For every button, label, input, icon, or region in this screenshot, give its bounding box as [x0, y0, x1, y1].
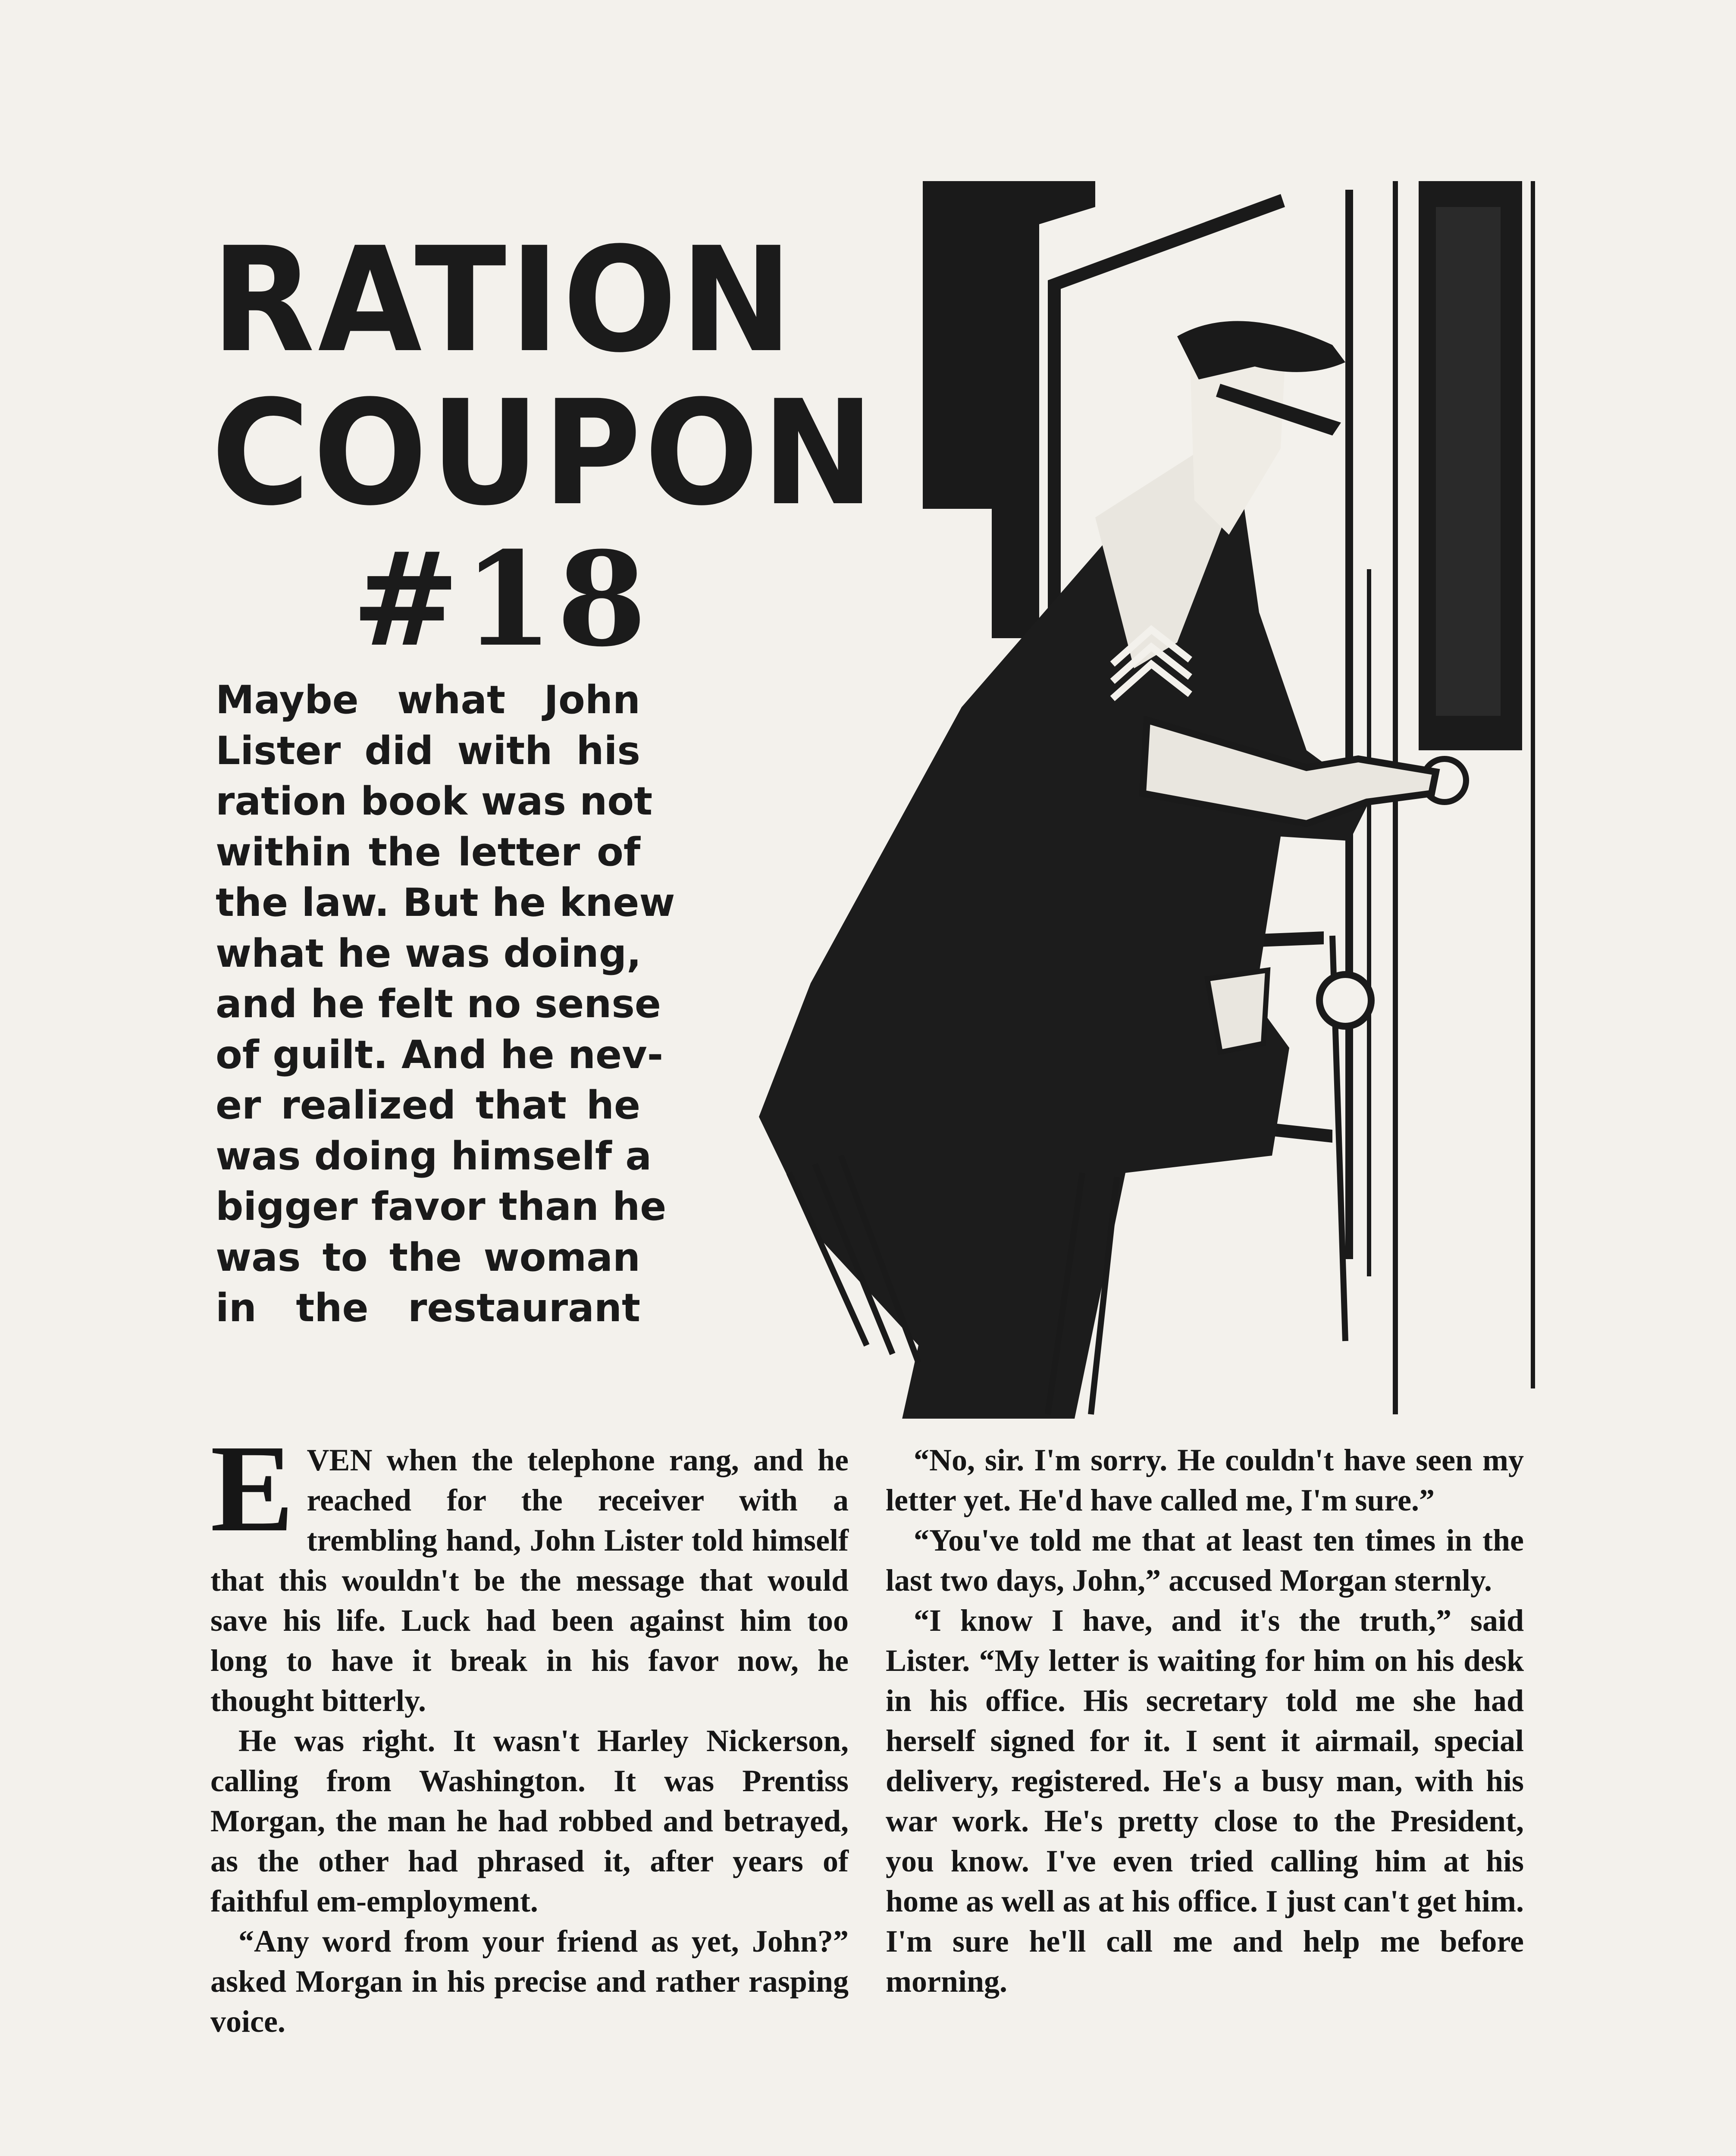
paragraph: “Any word from your friend as yet, John?” asked Morgan in his precise and rather rasping voice. — [210, 1924, 849, 2039]
story-dek — [216, 675, 675, 1334]
dek-line: er realized that he — [216, 1083, 640, 1128]
paragraph: “I know I have, and it's the truth,” said Lister. “My letter is waiting for him on his desk in his office. His secretary told me she had herself signed for it. I sent it airmail, special delivery, registered. He's a busy man, with his war work. He's pretty close to the President, you know. I've even tried calling him at his home as well as at his office. I just can't get him. I'm sure he'll call me and help me before morning. — [886, 1603, 1524, 1999]
paragraph: “No, sir. I'm sorry. He couldn't have seen my letter yet. He'd have called me, I'm sure.” — [886, 1443, 1524, 1517]
dek-line: ration book was not — [216, 779, 653, 824]
dek-line: what he was doing, — [216, 931, 642, 976]
sergeant-at-door-illustration — [660, 181, 1544, 1419]
dek-line: bigger favor than he — [216, 1184, 667, 1229]
paragraph — [210, 1419, 849, 1721]
paragraph-text: VEN when the telephone rang, and he reached for the receiver with a trembling hand, John Lister told himself that this wouldn't be the message that would save his life. Luck had been against him too long to have it break in his favor now, he thought bitterly. — [210, 1443, 849, 1718]
body-column-2 — [886, 1440, 1524, 2002]
dek-line: of guilt. And he nev- — [216, 1032, 664, 1078]
dek-line: and he felt no sense — [216, 981, 661, 1027]
body-column-1 — [210, 1419, 849, 2042]
paragraph: He was right. It wasn't Harley Nickerson, calling from Washington. It was Prentiss Morgan, the man he had robbed and betrayed, as the other had phrased it, after years of faithful em-employment. — [210, 1724, 849, 1918]
dek-line: Maybe what John — [216, 677, 640, 723]
dek-line: was to the woman — [216, 1235, 640, 1280]
dek-line: the law. But he knew — [216, 880, 675, 925]
title-line-3: #18 — [351, 523, 650, 675]
title-line-2: COUPON — [211, 370, 878, 538]
drop-cap: E — [210, 1419, 294, 1557]
dek-line: in the restaurant — [216, 1285, 640, 1331]
dek-line: Lister did with his — [216, 728, 640, 774]
paragraph: “You've told me that at least ten times in the last two days, John,” accused Morgan sternly. — [886, 1523, 1524, 1598]
dek-line: within the letter of — [216, 829, 640, 875]
title-line-1: RATION — [211, 216, 796, 385]
dek-line: was doing himself a — [216, 1133, 652, 1179]
